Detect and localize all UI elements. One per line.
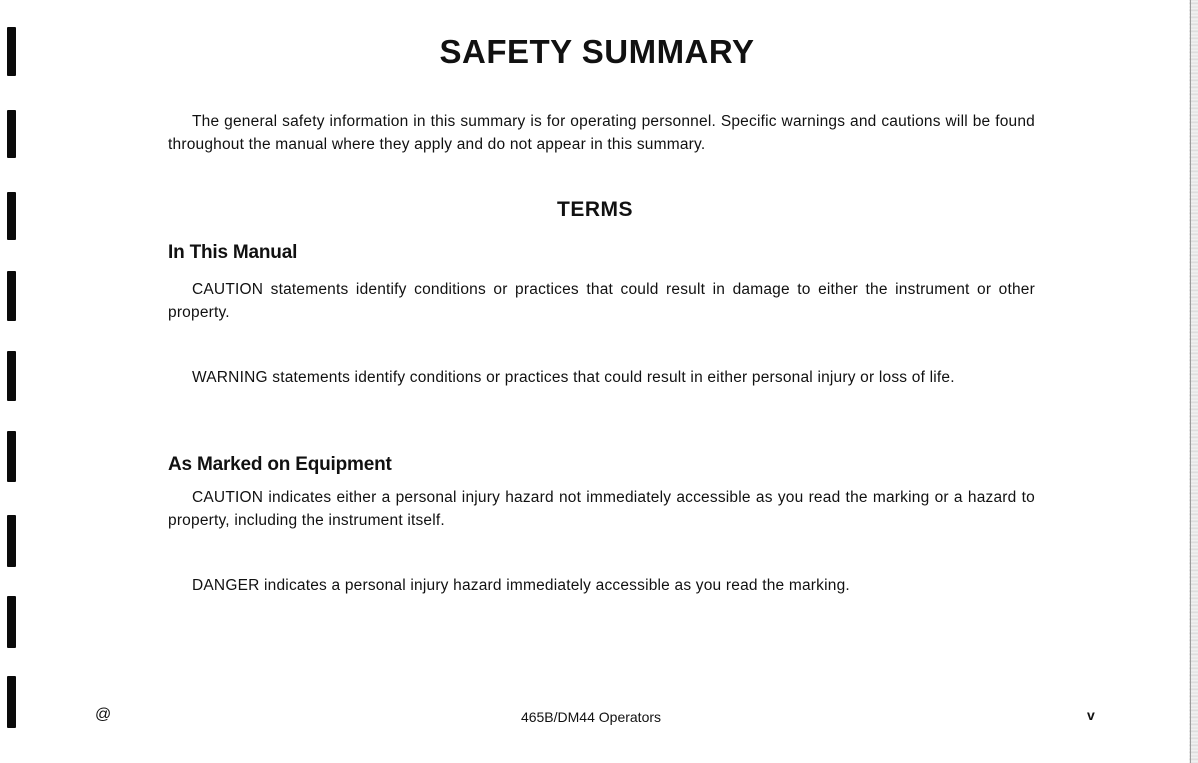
footer-symbol: @ <box>95 706 112 723</box>
footer-manual-title: 465B/DM44 Operators <box>520 709 662 725</box>
binding-mark <box>7 271 16 321</box>
intro-paragraph: The general safety information in this summary is for operating personnel. Specific warnings and cautions will be found throughout the manual where they apply and do not appear in this summary. <box>168 113 1035 153</box>
binding-mark <box>7 431 16 482</box>
terms-heading: TERMS <box>557 198 633 221</box>
warning-statement-paragraph: WARNING statements identify conditions or practices that could result in either personal injury or loss of life. <box>192 369 955 386</box>
danger-marking-paragraph: DANGER indicates a personal injury hazard immediately accessible as you read the marking. <box>192 577 850 594</box>
binding-mark <box>7 596 16 648</box>
binding-mark <box>7 110 16 158</box>
binding-marks <box>0 0 30 763</box>
binding-mark <box>7 351 16 401</box>
as-marked-heading: As Marked on Equipment <box>168 454 392 475</box>
page-title: SAFETY SUMMARY <box>439 33 755 70</box>
caution-statement-paragraph: CAUTION statements identify conditions or practices that could result in damage to either the instrument or other property. <box>168 281 1035 321</box>
caution-marking-paragraph: CAUTION indicates either a personal injury hazard not immediately accessible as you read the marking or a hazard to property, including the instrument itself. <box>168 489 1035 529</box>
binding-mark <box>7 515 16 567</box>
footer-page-number: v <box>1087 707 1095 723</box>
in-this-manual-heading: In This Manual <box>168 242 298 263</box>
page-edge-line <box>1190 0 1191 763</box>
